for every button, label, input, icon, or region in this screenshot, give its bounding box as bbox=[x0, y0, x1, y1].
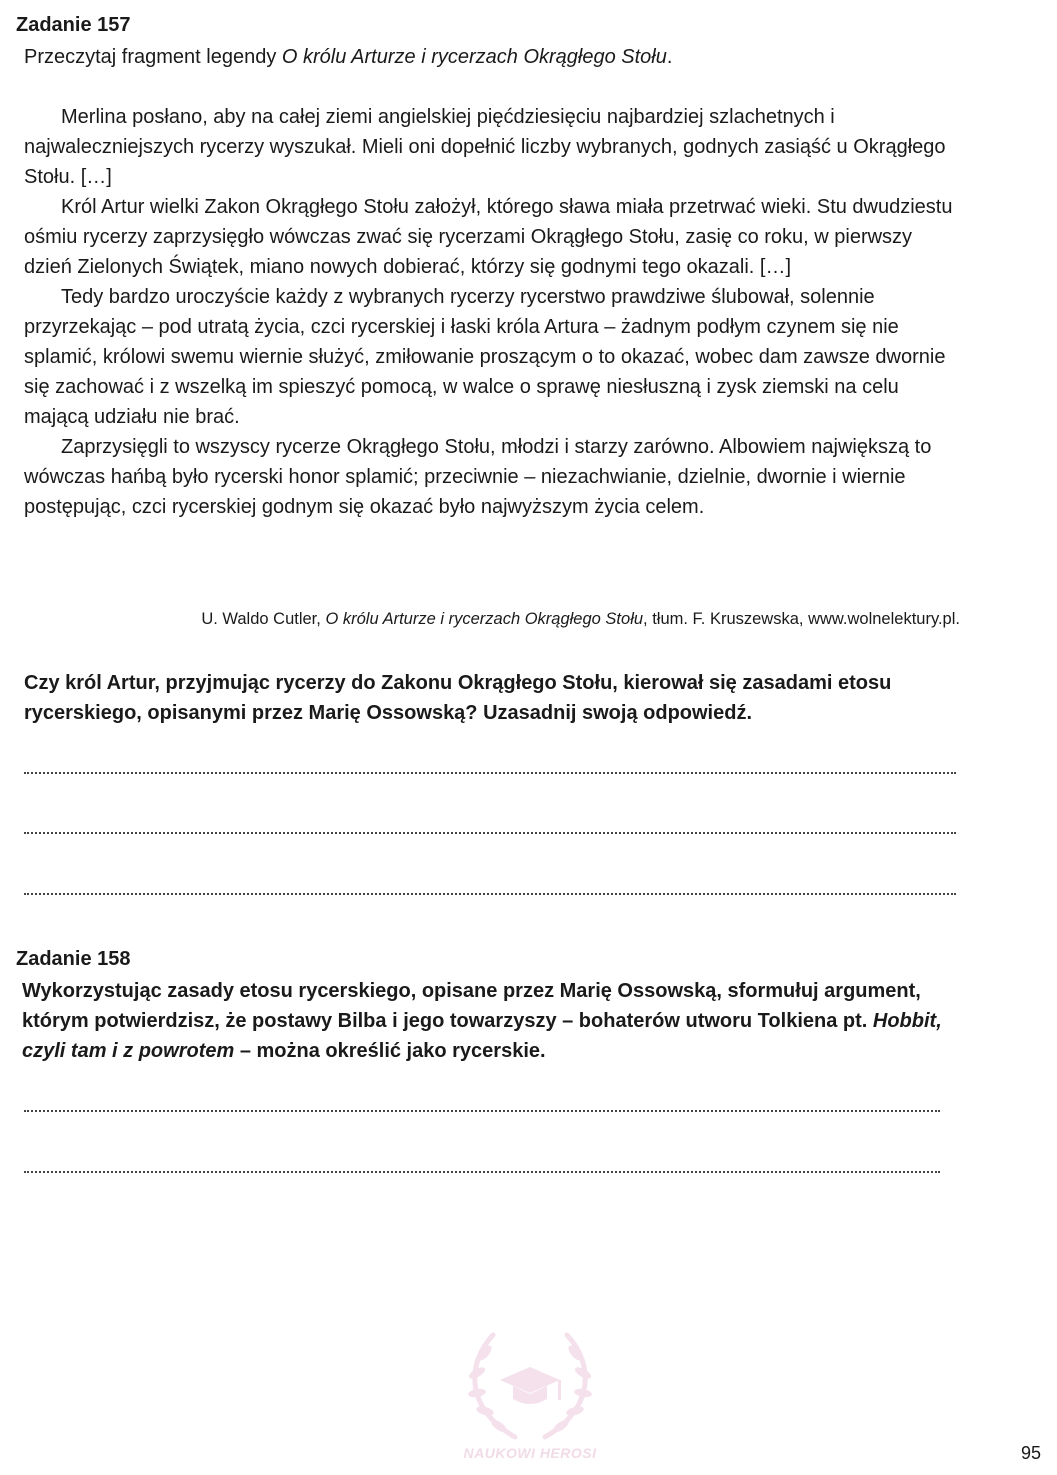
task-157-question: Czy król Artur, przyjmując rycerzy do Zakonu Okrągłego Stołu, kierował się zasadami etosu rycerskiego, opisanymi przez Marię Ossowską? Uzasadnij swoją odpowiedź. bbox=[24, 672, 892, 724]
watermark-text: NAUKOWI HEROSI bbox=[463, 1445, 597, 1461]
task-158-title: Zadanie 158 bbox=[16, 948, 131, 970]
passage-paragraph: Zaprzysięgli to wszyscy rycerze Okrągłego Stołu, młodzi i starzy zarówno. Albowiem największą to wówczas hańbą było rycerski honor splamić; przeciwnie – niezachwianie, dzielnie, dwornie i wiernie postępując, czci rycerskiej godnym się okazać było najwyższym życia celem. bbox=[24, 436, 932, 518]
answer-line[interactable] bbox=[24, 893, 956, 895]
source-author: U. Waldo Cutler, bbox=[201, 610, 326, 628]
watermark-logo bbox=[455, 1325, 605, 1470]
instruction-book-title: O królu Arturze i rycerzach Okrągłego Stołu bbox=[281, 46, 667, 68]
task-158-question bbox=[22, 976, 957, 1066]
answer-line[interactable] bbox=[24, 1171, 940, 1173]
instruction-text: Przeczytaj fragment legendy bbox=[24, 46, 282, 68]
source-title: O królu Arturze i rycerzach Okrągłego Stołu bbox=[325, 610, 644, 628]
passage-paragraph: Tedy bardzo uroczyście każdy z wybranych rycerzy rycerstwo prawdziwe ślubował, solennie przyrzekając – pod utratą życia, czci rycerskiej i łaski króla Artura – żadnym podłym czynem się nie splamić, królowi swemu wiernie służyć, zmiłowanie proszącym o to okazać, wobec dam zawsze dwornie się zachować i z wszelką im spieszyć pomocą, w walce o sprawę niesłuszną i zysk ziemski na celu mającą udziału nie brać. bbox=[24, 286, 946, 428]
question-text: Wykorzystując zasady etosu rycerskiego, opisane przez Marię Ossowską, sformułuj argument, którym potwierdzisz, że postawy Bilba i jego towarzyszy – bohaterów utworu Tolkiena pt. bbox=[22, 980, 921, 1032]
instruction-period: . bbox=[666, 46, 673, 68]
answer-line[interactable] bbox=[24, 1110, 940, 1112]
passage-paragraph: Merlina posłano, aby na całej ziemi angielskiej pięćdziesięciu najbardziej szlachetnych i najwaleczniejszych rycerzy wyszukał. Mieli oni dopełnić liczby wybranych, godnych zasiąść u Okrągłego Stołu. […] bbox=[24, 106, 946, 188]
question-text-end: – można określić jako rycerskie. bbox=[234, 1040, 546, 1062]
page-number: 95 bbox=[1020, 1443, 1041, 1463]
answer-line[interactable] bbox=[24, 832, 956, 834]
source-details: , tłum. F. Kruszewska, www.wolnelektury.pl. bbox=[643, 610, 960, 628]
answer-line[interactable] bbox=[24, 772, 956, 774]
task-157-instruction bbox=[24, 46, 672, 69]
legend-passage bbox=[24, 102, 959, 522]
passage-paragraph: Król Artur wielki Zakon Okrągłego Stołu założył, którego sława miała przetrwać wieki. Stu dwudziestu ośmiu rycerzy zaprzysięgło wówczas zwać się rycerzami Okrągłego Stołu, zasię co roku, w pierwszy dzień Zielonych Świątek, miano nowych dobierać, którzy się godnymi tego okazali. […] bbox=[24, 196, 953, 278]
question-book-title: Hobbit, czyli tam i z powrotem bbox=[22, 1010, 942, 1062]
source-citation bbox=[0, 610, 960, 629]
laurel-graduation-cap-icon bbox=[455, 1325, 605, 1450]
task-157-title: Zadanie 157 bbox=[16, 14, 131, 36]
